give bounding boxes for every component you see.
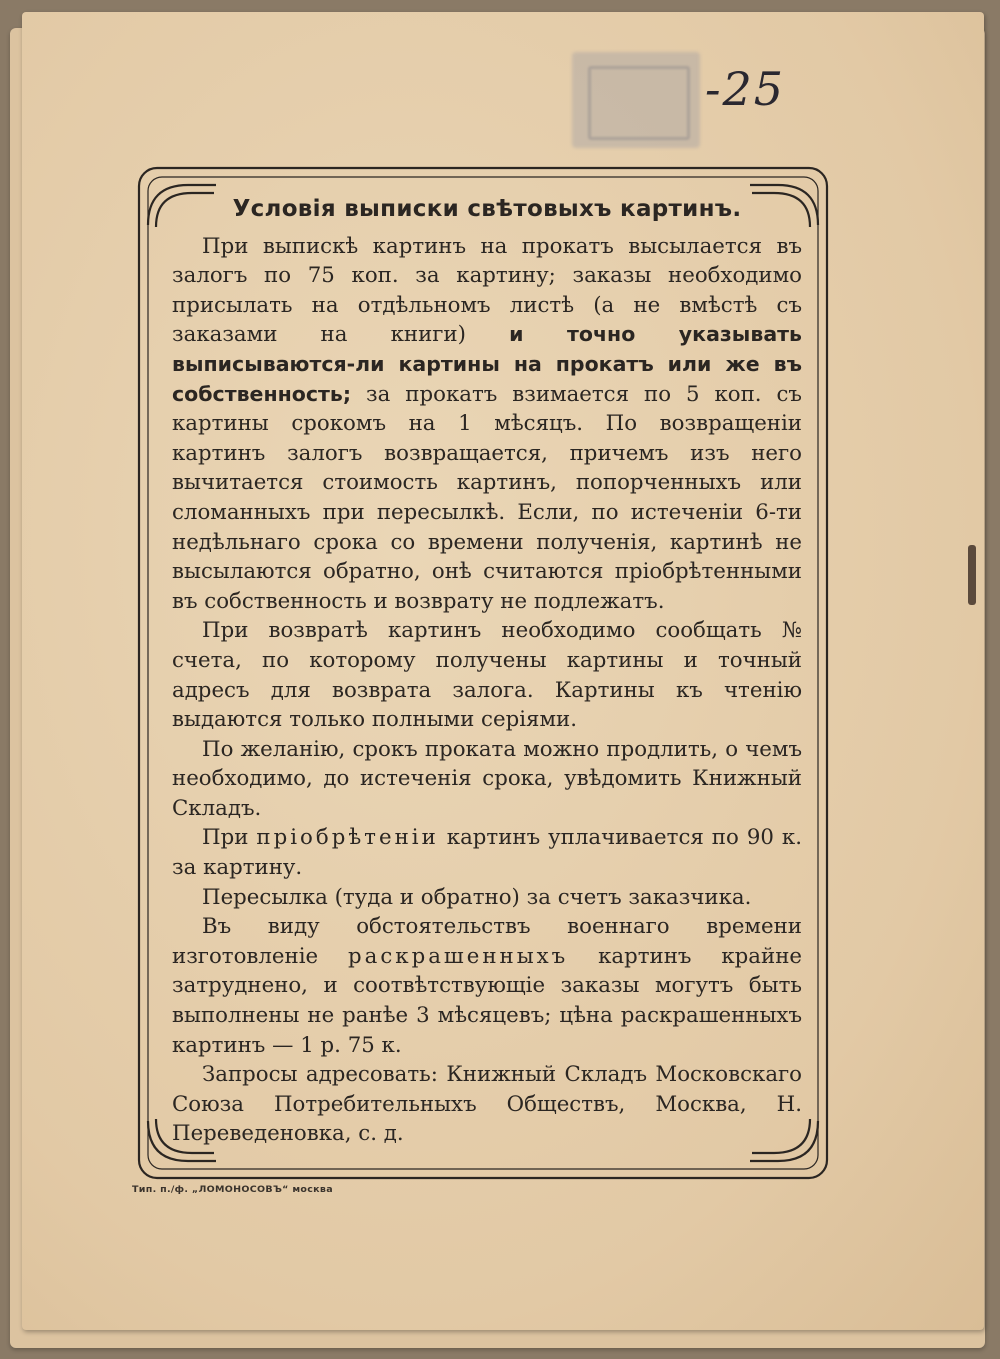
library-stamp-border	[588, 66, 690, 140]
handwritten-note: -25	[705, 62, 786, 116]
conditions-text	[172, 195, 802, 1149]
spaced-text: раскрашенныхъ	[348, 943, 569, 969]
paragraph-purchase	[172, 823, 802, 882]
paragraph-wartime	[172, 912, 802, 1060]
text-segment: При	[202, 825, 249, 851]
spaced-text: пріобрѣтеніи	[256, 825, 439, 851]
text-segment: за прокатъ взимается по 5 коп. съ картины срокомъ на 1 мѣсяцъ. По возвращеніи картинъ залогъ возвращается, причемъ изъ него вычитается стоимость картинъ, попорченныхъ или сломанныхъ при пересылкѣ. Если, по истеченіи 6-ти недѣльнаго срока со времени полученія, картинѣ не высылаются обратно, онѣ считаются пріобрѣтенными въ собственность и возврату не подлежатъ.	[172, 381, 802, 614]
text-segment: картинъ крайне затруднено, и соотвѣтствующіе заказы могутъ быть выполнены не ранѣе 3 мѣсяцевъ; цѣна раскрашенныхъ картинъ — 1 р. 75 к.	[172, 943, 802, 1058]
printer-imprint: Тип. п./ф. „ЛОМОНОСОВЪ“ москва	[132, 1184, 333, 1195]
text-segment: Въ виду обстоятельствъ военнаго времени изготовленіе	[172, 914, 802, 969]
text-segment: картинъ уплачивается по 90 к. за картину.	[172, 825, 803, 881]
paragraph-rental-terms	[172, 232, 802, 617]
paragraph-extension: По желанію, срокъ проката можно продлить, о чемъ необходимо, до истеченія срока, увѣдомить Книжный Складъ.	[172, 736, 802, 821]
page-title: Условія выписки свѣтовыхъ картинъ.	[232, 196, 742, 222]
paragraph-shipping: Пересылка (туда и обратно) за счетъ заказчика.	[202, 884, 752, 910]
paragraph-return: При возвратѣ картинъ необходимо сообщать № счета, по которому получены картины и точный адресъ для возврата залога. Картины къ чтенію выдаются только полными серіями.	[172, 618, 802, 733]
binding-mark	[968, 545, 976, 605]
text-segment: При выпискѣ картинъ на прокатъ высылается въ залогъ по 75 коп. за картину; заказы необходимо присылать на отдѣльномъ листѣ (а не вмѣстѣ съ заказами на книги)	[172, 233, 802, 348]
emphasized-text: и точно указывать выписываются-ли картины на прокатъ или же въ собственность;	[172, 322, 803, 406]
paragraph-address: Запросы адресовать: Книжный Складъ Московскаго Союза Потребительныхъ Обществъ, Москва, Н. Переведеновка, с. д.	[172, 1062, 802, 1147]
